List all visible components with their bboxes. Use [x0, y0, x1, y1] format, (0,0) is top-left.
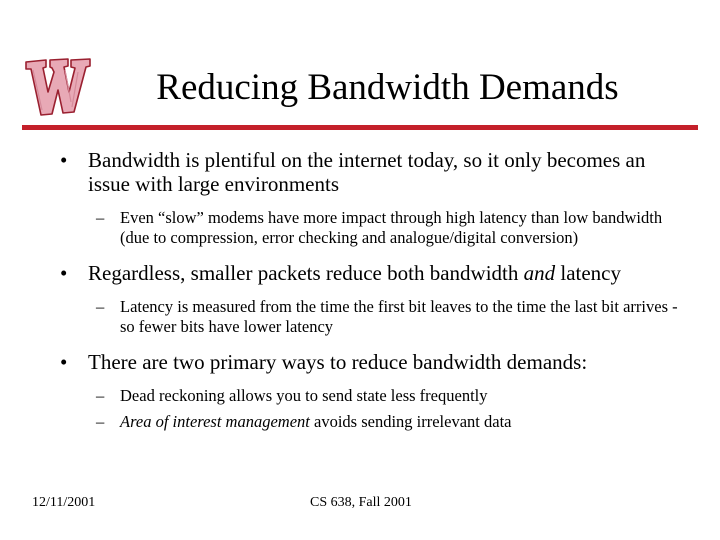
bullet-2-emphasis: and [523, 261, 556, 285]
bullet-marker: • [60, 261, 68, 285]
title-divider [22, 125, 698, 130]
bullet-1-text: Bandwidth is plentiful on the internet today, so it only becomes an issue with large environments [88, 148, 646, 196]
bullet-2-text-after: latency [555, 261, 622, 285]
bullet-3-sub-2 [60, 412, 680, 432]
bullet-1-sub-1 [60, 208, 680, 248]
dash-marker: – [96, 297, 105, 316]
dash-marker: – [96, 412, 105, 431]
bullet-marker: • [60, 148, 68, 172]
wisconsin-w-logo-icon [22, 52, 94, 118]
bullet-3-sub-2-emphasis: Area of interest management [120, 412, 310, 431]
bullet-1-sub-1-text: Even “slow” modems have more impact through high latency than low bandwidth (due to compression, error checking and analogue/digital conversion) [120, 208, 663, 247]
bullet-3-sub-1 [60, 386, 680, 406]
bullet-2 [60, 261, 680, 285]
bullet-3-text: There are two primary ways to reduce bandwidth demands: [88, 350, 588, 374]
footer-date: 12/11/2001 [32, 495, 96, 510]
bullet-2-sub-1-text: Latency is measured from the time the first bit leaves to the time the last bit arrives - so fewer bits have lower latency [120, 297, 678, 336]
dash-marker: – [96, 386, 105, 405]
bullet-2-sub-1 [60, 297, 680, 337]
bullet-3 [60, 350, 680, 374]
bullet-1 [60, 148, 680, 196]
slide-title: Reducing Bandwidth Demands [156, 67, 619, 108]
bullet-3-sub-1-text: Dead reckoning allows you to send state less frequently [120, 386, 488, 405]
bullet-2-text-before: Regardless, smaller packets reduce both bandwidth [88, 261, 524, 285]
footer-course: CS 638, Fall 2001 [310, 495, 412, 510]
bullet-3-sub-2-text-after: avoids sending irrelevant data [309, 412, 512, 431]
bullet-marker: • [60, 350, 68, 374]
slide-content [60, 148, 680, 432]
dash-marker: – [96, 208, 105, 227]
